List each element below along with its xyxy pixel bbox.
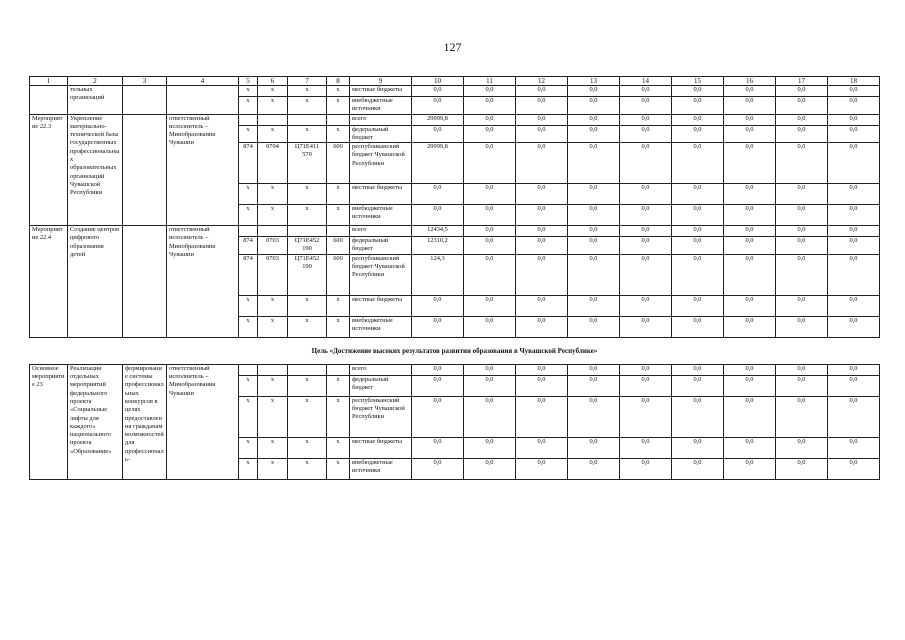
budget-code-rzpr: x	[258, 295, 288, 316]
amount-cell: 0,0	[620, 458, 672, 479]
budget-code-csr: x	[288, 396, 327, 437]
amount-cell: 0,0	[672, 458, 724, 479]
amount-cell: 0,0	[672, 237, 724, 255]
budget-code-rzpr	[258, 226, 288, 237]
page-number: 127	[443, 40, 462, 54]
header-cell: 14	[620, 77, 672, 86]
amount-cell: 124,3	[412, 254, 464, 295]
budget-code-rzpr: x	[258, 125, 288, 143]
budget-code-vr	[327, 226, 350, 237]
amount-cell: 0,0	[672, 437, 724, 458]
budget-code-grbs: x	[239, 316, 258, 337]
budget-code-vr: 600	[327, 143, 350, 184]
amount-cell: 0,0	[568, 86, 620, 97]
amount-cell: 0,0	[516, 295, 568, 316]
amount-cell: 0,0	[516, 375, 568, 396]
amount-cell: 0,0	[568, 184, 620, 205]
amount-cell: 0,0	[464, 316, 516, 337]
budget-code-rzpr: 0704	[258, 143, 288, 184]
budget-code-vr: x	[327, 86, 350, 97]
responsible-executor	[167, 86, 239, 115]
amount-cell: 0,0	[828, 396, 880, 437]
amount-cell: 0,0	[516, 184, 568, 205]
budget-code-grbs	[239, 364, 258, 375]
amount-cell: 0,0	[464, 205, 516, 226]
amount-cell: 0,0	[568, 396, 620, 437]
activity-goal	[123, 226, 167, 338]
goal-row	[30, 337, 880, 364]
amount-cell: 0,0	[620, 254, 672, 295]
amount-cell: 0,0	[568, 226, 620, 237]
amount-cell: 0,0	[828, 125, 880, 143]
header-cell: 12	[516, 77, 568, 86]
header-row	[30, 77, 880, 86]
budget-code-grbs	[239, 226, 258, 237]
budget-code-csr: x	[288, 97, 327, 115]
funding-source: местные бюджеты	[350, 86, 412, 97]
amount-cell: 0,0	[776, 437, 828, 458]
amount-cell: 0,0	[412, 396, 464, 437]
amount-cell: 0,0	[620, 143, 672, 184]
budget-code-csr: x	[288, 375, 327, 396]
amount-cell: 0,0	[516, 237, 568, 255]
budget-code-grbs: x	[239, 86, 258, 97]
amount-cell: 0,0	[412, 205, 464, 226]
amount-cell: 0,0	[568, 316, 620, 337]
budget-code-grbs: x	[239, 375, 258, 396]
amount-cell: 0,0	[672, 143, 724, 184]
budget-code-csr	[288, 114, 327, 125]
table-row	[30, 86, 880, 97]
amount-cell: 0,0	[672, 86, 724, 97]
amount-cell: 0,0	[620, 237, 672, 255]
table-row	[30, 114, 880, 125]
amount-cell: 0,0	[776, 114, 828, 125]
amount-cell: 0,0	[776, 97, 828, 115]
amount-cell: 0,0	[568, 437, 620, 458]
amount-cell: 0,0	[724, 86, 776, 97]
amount-cell: 0,0	[568, 125, 620, 143]
amount-cell: 0,0	[724, 437, 776, 458]
budget-code-vr: 600	[327, 237, 350, 255]
amount-cell: 0,0	[412, 458, 464, 479]
budget-code-rzpr: x	[258, 97, 288, 115]
amount-cell: 0,0	[724, 114, 776, 125]
amount-cell: 0,0	[776, 237, 828, 255]
amount-cell: 0,0	[672, 396, 724, 437]
amount-cell: 0,0	[828, 458, 880, 479]
activity-code: Основное мероприятие 23	[30, 364, 68, 479]
budget-code-vr: x	[327, 184, 350, 205]
amount-cell: 0,0	[828, 143, 880, 184]
budget-code-vr: x	[327, 97, 350, 115]
amount-cell: 0,0	[516, 86, 568, 97]
amount-cell: 0,0	[724, 254, 776, 295]
header-cell: 4	[167, 77, 239, 86]
amount-cell: 0,0	[776, 86, 828, 97]
funding-source: республиканский бюджет Чувашской Республики	[350, 143, 412, 184]
budget-code-rzpr: x	[258, 184, 288, 205]
funding-source: республиканский бюджет Чувашской Республики	[350, 396, 412, 437]
amount-cell: 0,0	[568, 143, 620, 184]
budget-code-csr	[288, 364, 327, 375]
amount-cell: 0,0	[412, 375, 464, 396]
amount-cell: 0,0	[776, 125, 828, 143]
amount-cell: 0,0	[620, 86, 672, 97]
amount-cell: 0,0	[516, 125, 568, 143]
budget-code-grbs: x	[239, 97, 258, 115]
amount-cell: 12310,2	[412, 237, 464, 255]
amount-cell: 0,0	[412, 184, 464, 205]
funding-source: внебюджетные источники	[350, 205, 412, 226]
amount-cell: 0,0	[516, 396, 568, 437]
funding-source: внебюджетные источники	[350, 97, 412, 115]
amount-cell: 0,0	[724, 125, 776, 143]
budget-code-rzpr: x	[258, 437, 288, 458]
amount-cell: 0,0	[516, 364, 568, 375]
amount-cell: 0,0	[620, 205, 672, 226]
budget-code-csr: x	[288, 295, 327, 316]
budget-code-grbs: x	[239, 458, 258, 479]
funding-source: внебюджетные источники	[350, 458, 412, 479]
budget-code-csr: x	[288, 125, 327, 143]
header-cell: 9	[350, 77, 412, 86]
amount-cell: 0,0	[568, 364, 620, 375]
amount-cell: 0,0	[620, 375, 672, 396]
budget-code-grbs: x	[239, 437, 258, 458]
amount-cell: 0,0	[724, 97, 776, 115]
amount-cell: 0,0	[620, 437, 672, 458]
budget-code-csr	[288, 226, 327, 237]
amount-cell: 0,0	[724, 316, 776, 337]
amount-cell: 0,0	[672, 97, 724, 115]
amount-cell: 0,0	[724, 375, 776, 396]
budget-code-grbs: x	[239, 205, 258, 226]
amount-cell: 0,0	[776, 364, 828, 375]
budget-code-grbs	[239, 114, 258, 125]
activity-goal	[123, 114, 167, 226]
activity-code: Мероприятие 22.3	[30, 114, 68, 226]
activity-name: Создание центров цифрового образования детей	[68, 226, 123, 338]
amount-cell: 0,0	[412, 86, 464, 97]
amount-cell: 0,0	[412, 316, 464, 337]
amount-cell: 0,0	[776, 205, 828, 226]
amount-cell: 0,0	[516, 97, 568, 115]
budget-code-rzpr: x	[258, 375, 288, 396]
amount-cell: 0,0	[620, 114, 672, 125]
amount-cell: 12434,5	[412, 226, 464, 237]
budget-code-csr: x	[288, 458, 327, 479]
header-cell: 13	[568, 77, 620, 86]
table-row	[30, 364, 880, 375]
budget-code-csr: Ц71Е452 190	[288, 254, 327, 295]
amount-cell: 0,0	[672, 205, 724, 226]
amount-cell: 0,0	[724, 226, 776, 237]
header-cell: 3	[123, 77, 167, 86]
amount-cell: 0,0	[464, 86, 516, 97]
amount-cell: 0,0	[724, 295, 776, 316]
amount-cell: 0,0	[464, 114, 516, 125]
budget-code-rzpr: x	[258, 205, 288, 226]
funding-source: местные бюджеты	[350, 437, 412, 458]
amount-cell: 0,0	[464, 184, 516, 205]
amount-cell: 0,0	[672, 125, 724, 143]
budget-code-vr	[327, 114, 350, 125]
funding-source: республиканский бюджет Чувашской Республики	[350, 254, 412, 295]
goal-heading: Цель «Достижение высоких результатов развития образования в Чувашской Республике»	[30, 337, 880, 364]
budget-code-vr	[327, 364, 350, 375]
responsible-executor: ответственный исполнитель – Минобразования Чувашии	[167, 364, 239, 479]
budget-code-grbs: x	[239, 125, 258, 143]
amount-cell: 29999,8	[412, 143, 464, 184]
amount-cell: 0,0	[776, 295, 828, 316]
amount-cell: 0,0	[464, 143, 516, 184]
amount-cell: 0,0	[776, 184, 828, 205]
funding-source: внебюджетные источники	[350, 316, 412, 337]
amount-cell: 0,0	[828, 184, 880, 205]
amount-cell: 0,0	[828, 316, 880, 337]
budget-code-vr: 600	[327, 254, 350, 295]
amount-cell: 0,0	[464, 375, 516, 396]
amount-cell: 0,0	[828, 295, 880, 316]
amount-cell: 0,0	[412, 125, 464, 143]
budget-code-csr: x	[288, 437, 327, 458]
amount-cell: 0,0	[620, 184, 672, 205]
amount-cell: 0,0	[672, 226, 724, 237]
amount-cell: 0,0	[672, 184, 724, 205]
amount-cell: 0,0	[568, 375, 620, 396]
budget-code-vr: x	[327, 396, 350, 437]
amount-cell: 0,0	[672, 114, 724, 125]
budget-code-grbs: x	[239, 396, 258, 437]
amount-cell: 0,0	[828, 364, 880, 375]
budget-code-csr: x	[288, 86, 327, 97]
header-cell: 10	[412, 77, 464, 86]
amount-cell: 0,0	[516, 143, 568, 184]
amount-cell: 0,0	[464, 458, 516, 479]
amount-cell: 0,0	[412, 97, 464, 115]
amount-cell: 0,0	[568, 205, 620, 226]
amount-cell: 0,0	[672, 364, 724, 375]
amount-cell: 0,0	[828, 205, 880, 226]
amount-cell: 0,0	[776, 458, 828, 479]
activity-goal	[123, 86, 167, 115]
funding-source: местные бюджеты	[350, 295, 412, 316]
budget-code-grbs: x	[239, 295, 258, 316]
amount-cell: 0,0	[776, 143, 828, 184]
amount-cell: 0,0	[620, 97, 672, 115]
amount-cell: 0,0	[516, 114, 568, 125]
amount-cell: 0,0	[516, 437, 568, 458]
table-row	[30, 226, 880, 237]
funding-source: местные бюджеты	[350, 184, 412, 205]
amount-cell: 0,0	[568, 295, 620, 316]
amount-cell: 0,0	[828, 226, 880, 237]
amount-cell: 0,0	[828, 254, 880, 295]
header-cell: 18	[828, 77, 880, 86]
budget-code-grbs: 874	[239, 254, 258, 295]
amount-cell: 0,0	[776, 396, 828, 437]
budget-code-rzpr: 0703	[258, 254, 288, 295]
header-cell: 6	[258, 77, 288, 86]
budget-code-csr: Ц71Е452 190	[288, 237, 327, 255]
amount-cell: 0,0	[568, 97, 620, 115]
amount-cell: 0,0	[724, 458, 776, 479]
budget-code-vr: x	[327, 125, 350, 143]
table-body	[30, 77, 880, 480]
header-cell: 1	[30, 77, 68, 86]
funding-source: всего	[350, 114, 412, 125]
header-cell: 7	[288, 77, 327, 86]
budget-code-rzpr	[258, 364, 288, 375]
header-cell: 15	[672, 77, 724, 86]
funding-source: всего	[350, 364, 412, 375]
amount-cell: 29999,8	[412, 114, 464, 125]
responsible-executor: ответственный исполнитель – Минобразования Чувашии	[167, 114, 239, 226]
activity-goal: формирование системы профессиональных конкурсов в целях предоставления гражданам возможностей для профессиональ-	[123, 364, 167, 479]
amount-cell: 0,0	[672, 375, 724, 396]
budget-code-csr: x	[288, 205, 327, 226]
budget-code-vr: x	[327, 316, 350, 337]
budget-table	[29, 76, 880, 480]
budget-code-vr: x	[327, 458, 350, 479]
amount-cell: 0,0	[464, 396, 516, 437]
budget-code-csr: x	[288, 184, 327, 205]
amount-cell: 0,0	[620, 316, 672, 337]
amount-cell: 0,0	[724, 364, 776, 375]
amount-cell: 0,0	[412, 295, 464, 316]
amount-cell: 0,0	[828, 237, 880, 255]
amount-cell: 0,0	[828, 86, 880, 97]
amount-cell: 0,0	[620, 364, 672, 375]
amount-cell: 0,0	[672, 254, 724, 295]
amount-cell: 0,0	[620, 396, 672, 437]
budget-code-rzpr: x	[258, 86, 288, 97]
amount-cell: 0,0	[516, 205, 568, 226]
amount-cell: 0,0	[724, 205, 776, 226]
amount-cell: 0,0	[412, 437, 464, 458]
budget-code-csr: Ц71Е411 570	[288, 143, 327, 184]
amount-cell: 0,0	[776, 316, 828, 337]
amount-cell: 0,0	[620, 226, 672, 237]
amount-cell: 0,0	[724, 396, 776, 437]
amount-cell: 0,0	[568, 114, 620, 125]
header-cell: 2	[68, 77, 123, 86]
amount-cell: 0,0	[828, 114, 880, 125]
activity-name: Укрепление материально-технической базы государственных профессиональных образовательных организаций Чувашской Республики	[68, 114, 123, 226]
amount-cell: 0,0	[620, 125, 672, 143]
budget-code-grbs: x	[239, 184, 258, 205]
budget-code-rzpr: x	[258, 458, 288, 479]
activity-name: Реализация отдельных мероприятий федерального проекта «Социальные лифты для каждого» национального проекта «Образование»	[68, 364, 123, 479]
header-cell: 16	[724, 77, 776, 86]
budget-code-rzpr: x	[258, 396, 288, 437]
amount-cell: 0,0	[464, 295, 516, 316]
amount-cell: 0,0	[516, 226, 568, 237]
amount-cell: 0,0	[464, 125, 516, 143]
responsible-executor: ответственный исполнитель – Минобразования Чувашии	[167, 226, 239, 338]
funding-source: федеральный бюджет	[350, 375, 412, 396]
header-cell: 11	[464, 77, 516, 86]
amount-cell: 0,0	[776, 226, 828, 237]
amount-cell: 0,0	[828, 97, 880, 115]
amount-cell: 0,0	[464, 226, 516, 237]
budget-code-grbs: 874	[239, 237, 258, 255]
amount-cell: 0,0	[516, 254, 568, 295]
amount-cell: 0,0	[568, 458, 620, 479]
budget-code-grbs: 874	[239, 143, 258, 184]
funding-source: федеральный бюджет	[350, 237, 412, 255]
budget-code-csr: x	[288, 316, 327, 337]
amount-cell: 0,0	[828, 375, 880, 396]
activity-name: тельных организаций	[68, 86, 123, 115]
activity-code	[30, 86, 68, 115]
amount-cell: 0,0	[568, 237, 620, 255]
budget-code-vr: x	[327, 375, 350, 396]
header-cell: 17	[776, 77, 828, 86]
amount-cell: 0,0	[672, 316, 724, 337]
amount-cell: 0,0	[724, 143, 776, 184]
amount-cell: 0,0	[724, 184, 776, 205]
amount-cell: 0,0	[464, 97, 516, 115]
amount-cell: 0,0	[776, 375, 828, 396]
amount-cell: 0,0	[724, 237, 776, 255]
budget-code-rzpr	[258, 114, 288, 125]
activity-code: Мероприятие 22.4	[30, 226, 68, 338]
amount-cell: 0,0	[464, 254, 516, 295]
amount-cell: 0,0	[412, 364, 464, 375]
budget-code-rzpr: x	[258, 316, 288, 337]
budget-code-vr: x	[327, 437, 350, 458]
amount-cell: 0,0	[776, 254, 828, 295]
header-cell: 5	[239, 77, 258, 86]
amount-cell: 0,0	[516, 316, 568, 337]
budget-code-vr: x	[327, 295, 350, 316]
funding-source: всего	[350, 226, 412, 237]
amount-cell: 0,0	[464, 437, 516, 458]
funding-source: федеральный бюджет	[350, 125, 412, 143]
amount-cell: 0,0	[672, 295, 724, 316]
amount-cell: 0,0	[568, 254, 620, 295]
amount-cell: 0,0	[464, 237, 516, 255]
budget-code-vr: x	[327, 205, 350, 226]
amount-cell: 0,0	[516, 458, 568, 479]
header-cell: 8	[327, 77, 350, 86]
amount-cell: 0,0	[828, 437, 880, 458]
amount-cell: 0,0	[464, 364, 516, 375]
amount-cell: 0,0	[620, 295, 672, 316]
budget-code-rzpr: 0703	[258, 237, 288, 255]
